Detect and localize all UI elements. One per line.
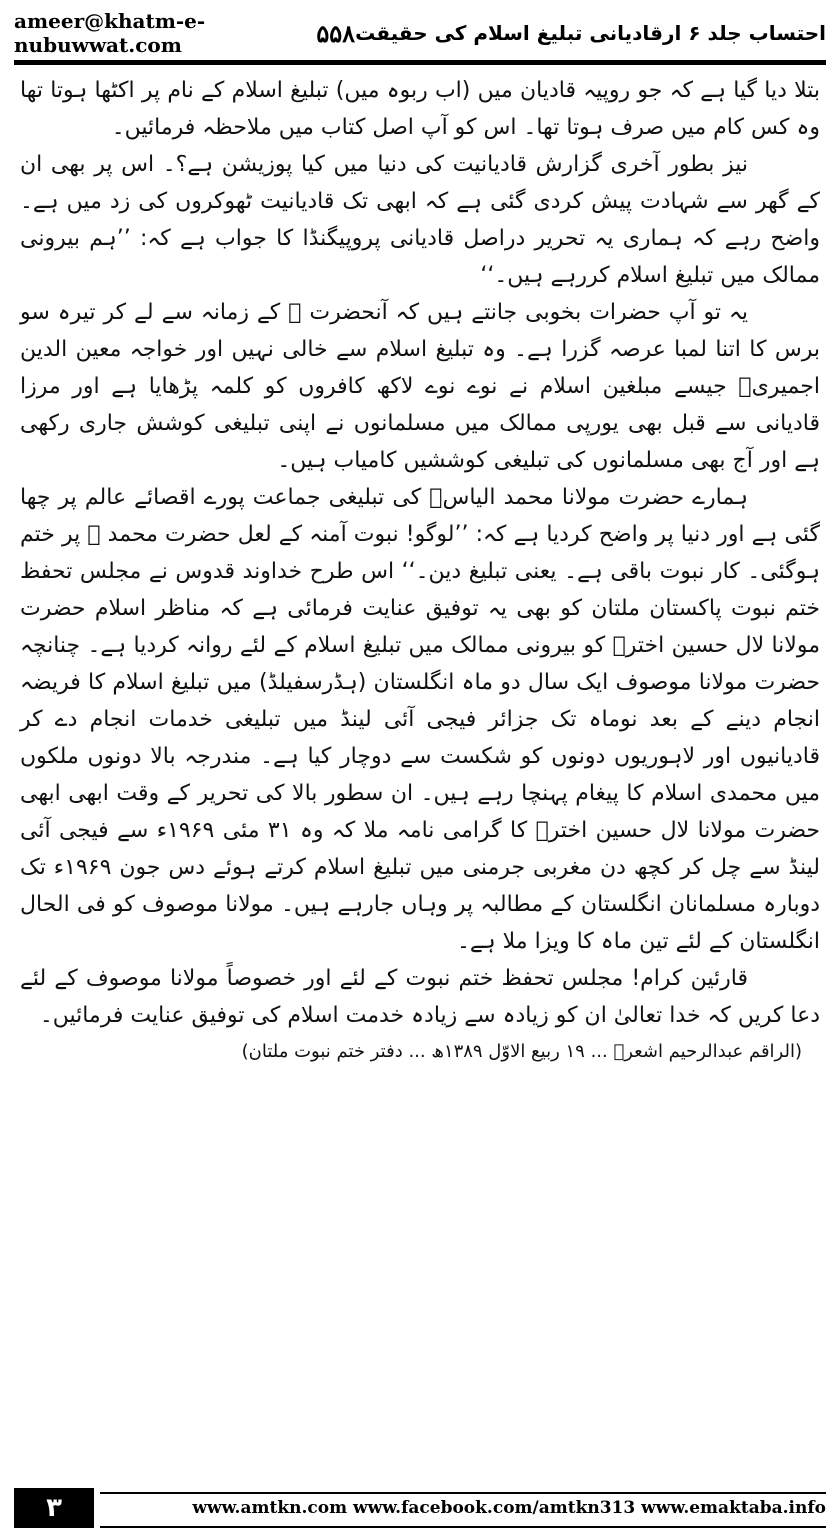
paragraph-2: نیز بطور آخری گزارش قادیانیت کی دنیا میں کیا پوزیشن ہے؟۔ اس پر بھی ان کے گھر سے شہادت پیش کردی گئی ہے کہ ابھی تک قادیانیت ٹھوکروں کی زد میں ہے۔ واضح رہے کہ ہماری یہ تحریر دراصل قادیانی پروپیگنڈا کا جواب ہے کہ: ’’ہم بیرونی ممالک میں تبلیغ اسلام کررہے ہیں۔‘‘ [20, 152, 820, 288]
paragraph-5: قارئین کرام! مجلس تحفظ ختم نبوت کے لئے اور خصوصاً مولانا موصوف کے لئے دعا کریں کہ خدا تعالیٰ ان کو زیادہ سے زیادہ خدمت اسلام کی توفیق عنایت فرمائیں۔ [20, 966, 820, 1028]
header-page-number: ۵۵۸ [316, 18, 356, 48]
paragraph-3: یہ تو آپ حضرات بخوبی جانتے ہیں کہ آنحضرت ﷺ کے زمانہ سے لے کر تیرہ سو برس کا اتنا لمبا عرصہ گزرا ہے۔ وہ تبلیغ اسلام سے خالی نہیں اور خواجہ معین الدین اجمیریؒ جیسے مبلغین اسلام نے نوے نوے لاکھ کافروں کو کلمہ پڑھایا ہے اور مرزا قادیانی سے قبل بھی یورپی ممالک میں مسلمانوں نے اپنی تبلیغی کوشش جاری رکھی ہے اور آج بھی مسلمانوں کی تبلیغی کوششیں کامیاب ہیں۔ [20, 300, 820, 473]
footer-rule-top [100, 1492, 826, 1494]
footer-page-marker: ۳ [14, 1488, 94, 1528]
footer-urls: www.amtkn.com www.facebook.com/amtkn313 www.emaktaba.info [192, 1498, 826, 1518]
article-body [20, 72, 820, 1462]
page-header [14, 9, 826, 57]
header-rule [14, 60, 826, 65]
footer-rule-bottom [100, 1526, 826, 1528]
header-email: ameer@khatm-e-nubuwwat.com [14, 9, 206, 57]
header-book-title: احتساب جلد ۶ ارقادیانی تبلیغ اسلام کی حقیقت [355, 21, 826, 45]
header-left-group [14, 9, 355, 57]
paragraph-1: بتلا دیا گیا ہے کہ جو روپیہ قادیان میں (اب ربوہ میں) تبلیغ اسلام کے نام پر اکٹھا ہوتا تھا وہ کس کام میں صرف ہوتا تھا۔ اس کو آپ اصل کتاب میں ملاحظہ فرمائیں۔ [20, 78, 820, 140]
signature-line: (الراقم عبدالرحیم اشعرؒ ... ۱۹ ربیع الاوّل ۱۳۸۹ھ ... دفتر ختم نبوت ملتان) [241, 1041, 802, 1062]
paragraph-4: ہمارے حضرت مولانا محمد الیاسؒ کی تبلیغی جماعت پورے اقصائے عالم پر چھا گئی ہے اور دنیا پر واضح کردیا ہے کہ: ’’لوگو! نبوت آمنہ کے لعل حضرت محمد ﷺ پر ختم ہوگئی۔ کار نبوت باقی ہے۔ یعنی تبلیغ دین۔‘‘ اس طرح خداوند قدوس نے مجلس تحفظ ختم نبوت پاکستان ملتان کو بھی یہ توفیق عنایت فرمائی ہے کہ مناظر اسلام حضرت مولانا لال حسین اخترؒ کو بیرونی ممالک میں تبلیغ اسلام کے لئے روانہ کردیا ہے۔ چنانچہ حضرت مولانا موصوف ایک سال دو ماہ انگلستان (ہڈرسفیلڈ) میں تبلیغ اسلام کا فریضہ انجام دینے کے بعد نوماہ تک جزائر فیجی آئی لینڈ میں تبلیغی خدمات انجام دے کر قادیانیوں اور لاہوریوں دونوں کو شکست سے دوچار کیا ہے۔ مندرجہ بالا دونوں ملکوں میں محمدی اسلام کا پیغام پہنچا رہے ہیں۔ ان سطور بالا کی تحریر کے وقت ابھی ابھی حضرت مولانا لال حسین اخترؒ کا گرامی نامہ ملا کہ وہ ۳۱ مئی ۱۹۶۹ء سے فیجی آئی لینڈ سے چل کر کچھ دن مغربی جرمنی میں تبلیغ اسلام کرتے ہوئے دس جون ۱۹۶۹ء تک دوبارہ مسلمانان انگلستان کے مطالبہ پر وہاں جارہے ہیں۔ مولانا موصوف کو فی الحال انگلستان کے لئے تین ماہ کا ویزا ملا ہے۔ [20, 485, 821, 954]
page-footer [14, 1488, 826, 1528]
